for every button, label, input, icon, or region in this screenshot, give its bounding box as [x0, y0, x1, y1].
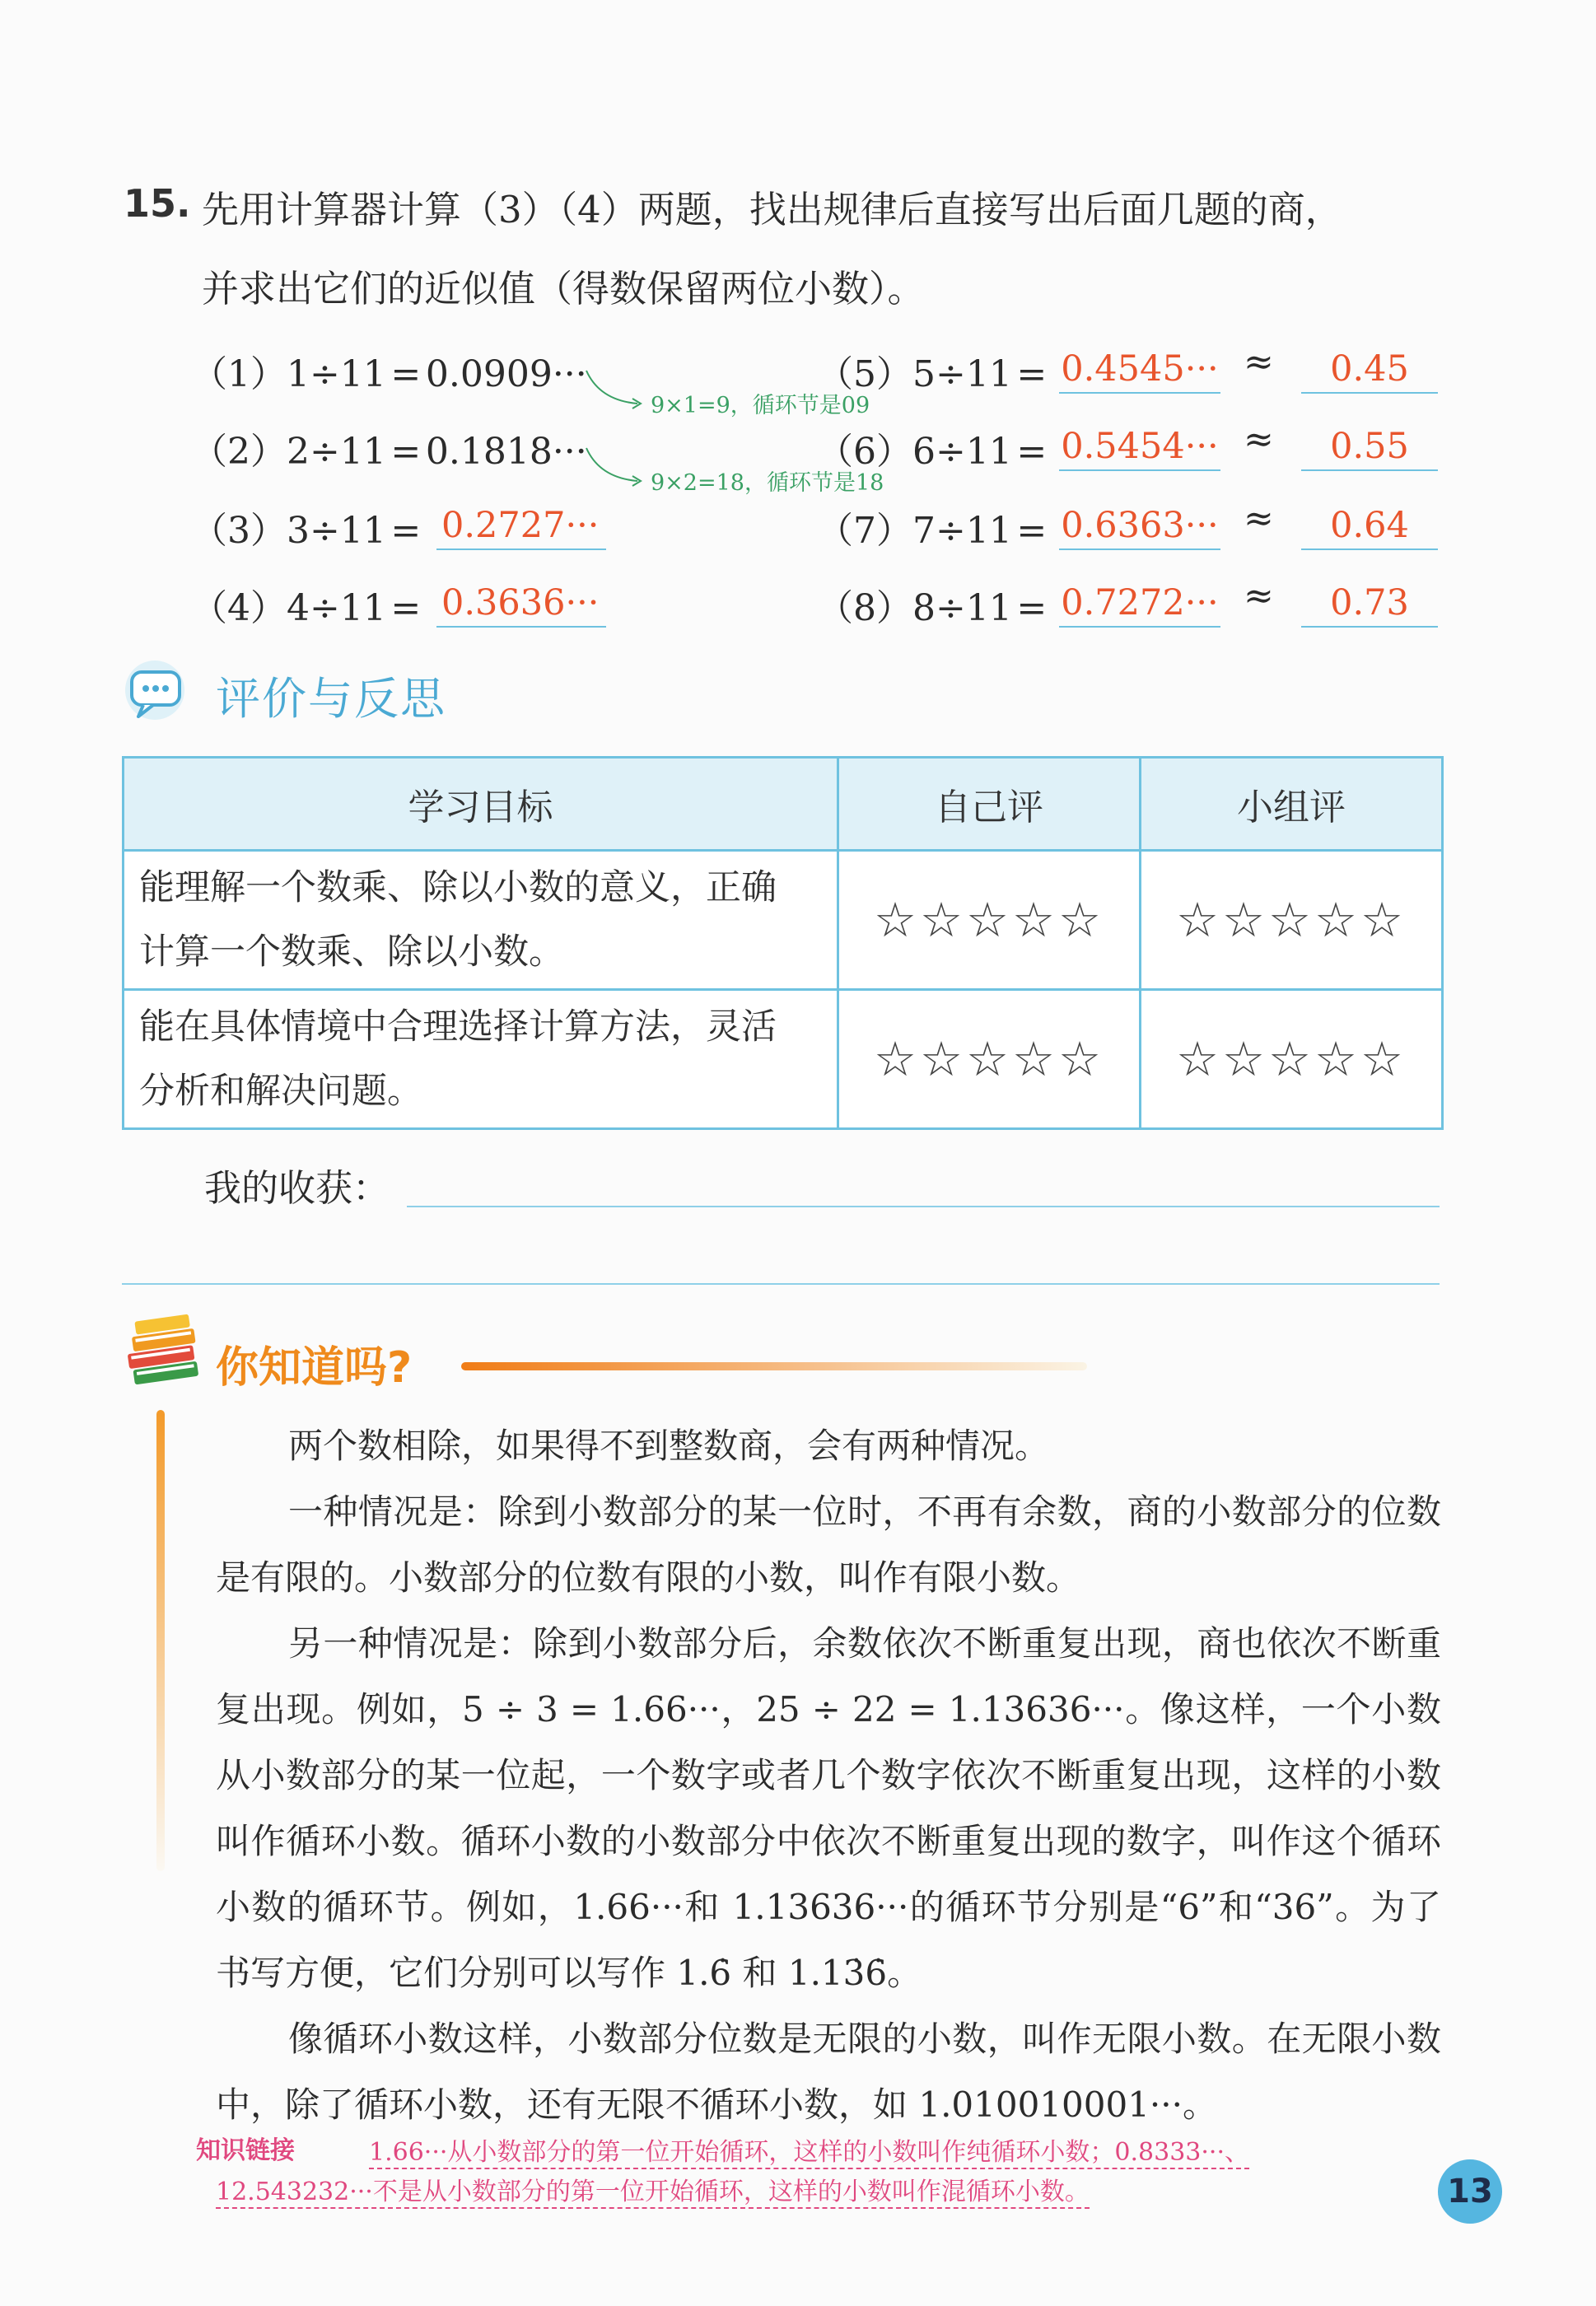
goal-cell	[124, 851, 838, 990]
equals-sign: =	[390, 353, 422, 395]
goal-text: 能在具体情境中合理选择计算方法，灵活	[139, 1006, 777, 1048]
harvest-label: 我的收获：	[204, 1166, 390, 1210]
header-learning-goal: 学习目标	[124, 758, 838, 851]
rounded-7[interactable]: 0.64	[1301, 502, 1438, 550]
problem-number: 15.	[124, 181, 191, 226]
self-rating-stars[interactable]: ☆☆☆☆☆	[838, 851, 1141, 990]
goal-text: 分析和解决问题。	[139, 1071, 422, 1112]
problem-instruction-line1: 先用计算器计算（3）（4）两题，找出规律后直接写出后面几题的商，	[202, 188, 1342, 231]
table-header-row	[124, 758, 1443, 851]
goal-text: 计算一个数乘、除以小数。	[139, 931, 564, 973]
equation-8	[817, 578, 1052, 631]
group-rating-stars[interactable]: ☆☆☆☆☆	[1141, 990, 1443, 1129]
item-expression: 3÷11	[287, 510, 386, 552]
answer-5[interactable]: 0.4545···	[1059, 346, 1220, 394]
equals-sign: =	[390, 431, 422, 473]
approx-sign: ≈	[1244, 497, 1274, 539]
item-label: （5）	[817, 353, 912, 395]
answer-8[interactable]: 0.7272···	[1059, 580, 1220, 628]
equation-2	[191, 422, 587, 474]
item-label: （2）	[191, 431, 287, 473]
item-expression: 6÷11	[912, 431, 1012, 473]
section-title-did-you-know: 你知道吗?	[216, 1343, 413, 1393]
item-label: （7）	[817, 510, 912, 552]
books-icon	[119, 1308, 210, 1398]
approx-sign: ≈	[1244, 575, 1274, 617]
knowledge-link-line1: 1.66···从小数部分的第一位开始循环，这样的小数叫作纯循环小数；0.8333···、	[369, 2131, 1249, 2169]
item-label: （6）	[817, 431, 912, 473]
group-rating-stars[interactable]: ☆☆☆☆☆	[1141, 851, 1443, 990]
approx-sign: ≈	[1244, 418, 1274, 460]
rounded-6[interactable]: 0.55	[1301, 423, 1438, 471]
paragraph: 另一种情况是：除到小数部分后，余数依次不断重复出现，商也依次不断重复出现。例如，5 ÷ 3 = 1.66···，25 ÷ 22 = 1.13636···。像这样，一个小数从小数部分的某一位起，一个数字或者几个数字依次不断重复出现，这样的小数叫作循环小数。循环小数的小数部分中依次不断重复出现的数字，叫作这个循环小数的循环节。例如，1.66···和 1.13636···的循环节分别是“6”和“36”。为了书写方便，它们分别可以写作 1.6̇ 和 1.13̇6̇。	[216, 1623, 1441, 1993]
title-underline	[461, 1362, 1087, 1370]
table-row	[124, 990, 1443, 1129]
header-self-evaluation: 自己评	[838, 758, 1141, 851]
item-expression: 5÷11	[912, 353, 1012, 395]
item-expression: 4÷11	[287, 587, 386, 629]
problem-instruction-line2: 并求出它们的近似值（得数保留两位小数）。	[202, 267, 925, 310]
equation-7	[817, 501, 1052, 553]
answer-3[interactable]: 0.2727···	[436, 502, 606, 550]
item-label: （1）	[191, 353, 287, 395]
item-label: （8）	[817, 587, 912, 629]
goal-cell	[124, 990, 838, 1129]
knowledge-link-line2: 12.543232···不是从小数部分的第一位开始循环，这样的小数叫作混循环小数。	[216, 2171, 1090, 2209]
item-expression: 8÷11	[912, 587, 1012, 629]
answer-7[interactable]: 0.6363···	[1059, 502, 1220, 550]
self-rating-stars[interactable]: ☆☆☆☆☆	[838, 990, 1141, 1129]
knowledge-link-tag: 知识链接	[196, 2136, 295, 2165]
equation-5	[817, 344, 1052, 397]
hint-2: 9×2=18，循环节是18	[651, 470, 884, 496]
item-expression: 7÷11	[912, 510, 1012, 552]
equation-6	[817, 422, 1052, 474]
section-title-evaluation: 评价与反思	[216, 673, 446, 725]
item-label: （4）	[191, 587, 287, 629]
equals-sign: =	[1016, 510, 1048, 552]
paragraph: 像循环小数这样，小数部分位数是无限的小数，叫作无限小数。在无限小数中，除了循环小数，还有无限不循环小数，如 1.010010001···。	[216, 2019, 1441, 2125]
did-you-know-text	[216, 1413, 1441, 2138]
answer-4[interactable]: 0.3636···	[436, 580, 606, 628]
evaluation-table	[122, 756, 1444, 1130]
equation-3	[191, 501, 426, 553]
hint-arrow-icon	[583, 445, 649, 494]
equals-sign: =	[390, 587, 422, 629]
equation-4	[191, 578, 426, 631]
answer-6[interactable]: 0.5454···	[1059, 423, 1220, 471]
equals-sign: =	[1016, 587, 1048, 629]
item-label: （3）	[191, 510, 287, 552]
rounded-8[interactable]: 0.73	[1301, 580, 1438, 628]
hint-arrow-icon	[583, 367, 649, 417]
paragraph: 一种情况是：除到小数部分的某一位时，不再有余数，商的小数部分的位数是有限的。小数部分的位数有限的小数，叫作有限小数。	[216, 1491, 1441, 1598]
table-row	[124, 851, 1443, 990]
hint-1: 9×1=9，循环节是09	[651, 393, 870, 418]
item-expression: 1÷11	[287, 353, 386, 395]
paragraph: 两个数相除，如果得不到整数商，会有两种情况。	[288, 1426, 1050, 1466]
rounded-5[interactable]: 0.45	[1301, 346, 1438, 394]
item-expression: 2÷11	[287, 431, 386, 473]
approx-sign: ≈	[1244, 341, 1274, 383]
header-group-evaluation: 小组评	[1141, 758, 1443, 851]
side-accent-bar	[156, 1410, 165, 1871]
equals-sign: =	[390, 510, 422, 552]
given-value: 0.1818···	[425, 431, 587, 473]
equation-1	[191, 344, 587, 397]
equals-sign: =	[1016, 431, 1048, 473]
goal-text: 能理解一个数乘、除以小数的意义，正确	[139, 867, 777, 908]
harvest-input-line[interactable]	[122, 1283, 1440, 1285]
page-number: 13	[1438, 2159, 1502, 2224]
harvest-input-line[interactable]	[407, 1206, 1440, 1207]
given-value: 0.0909···	[425, 353, 587, 395]
equals-sign: =	[1016, 353, 1048, 395]
chat-bubble-icon	[122, 659, 193, 725]
